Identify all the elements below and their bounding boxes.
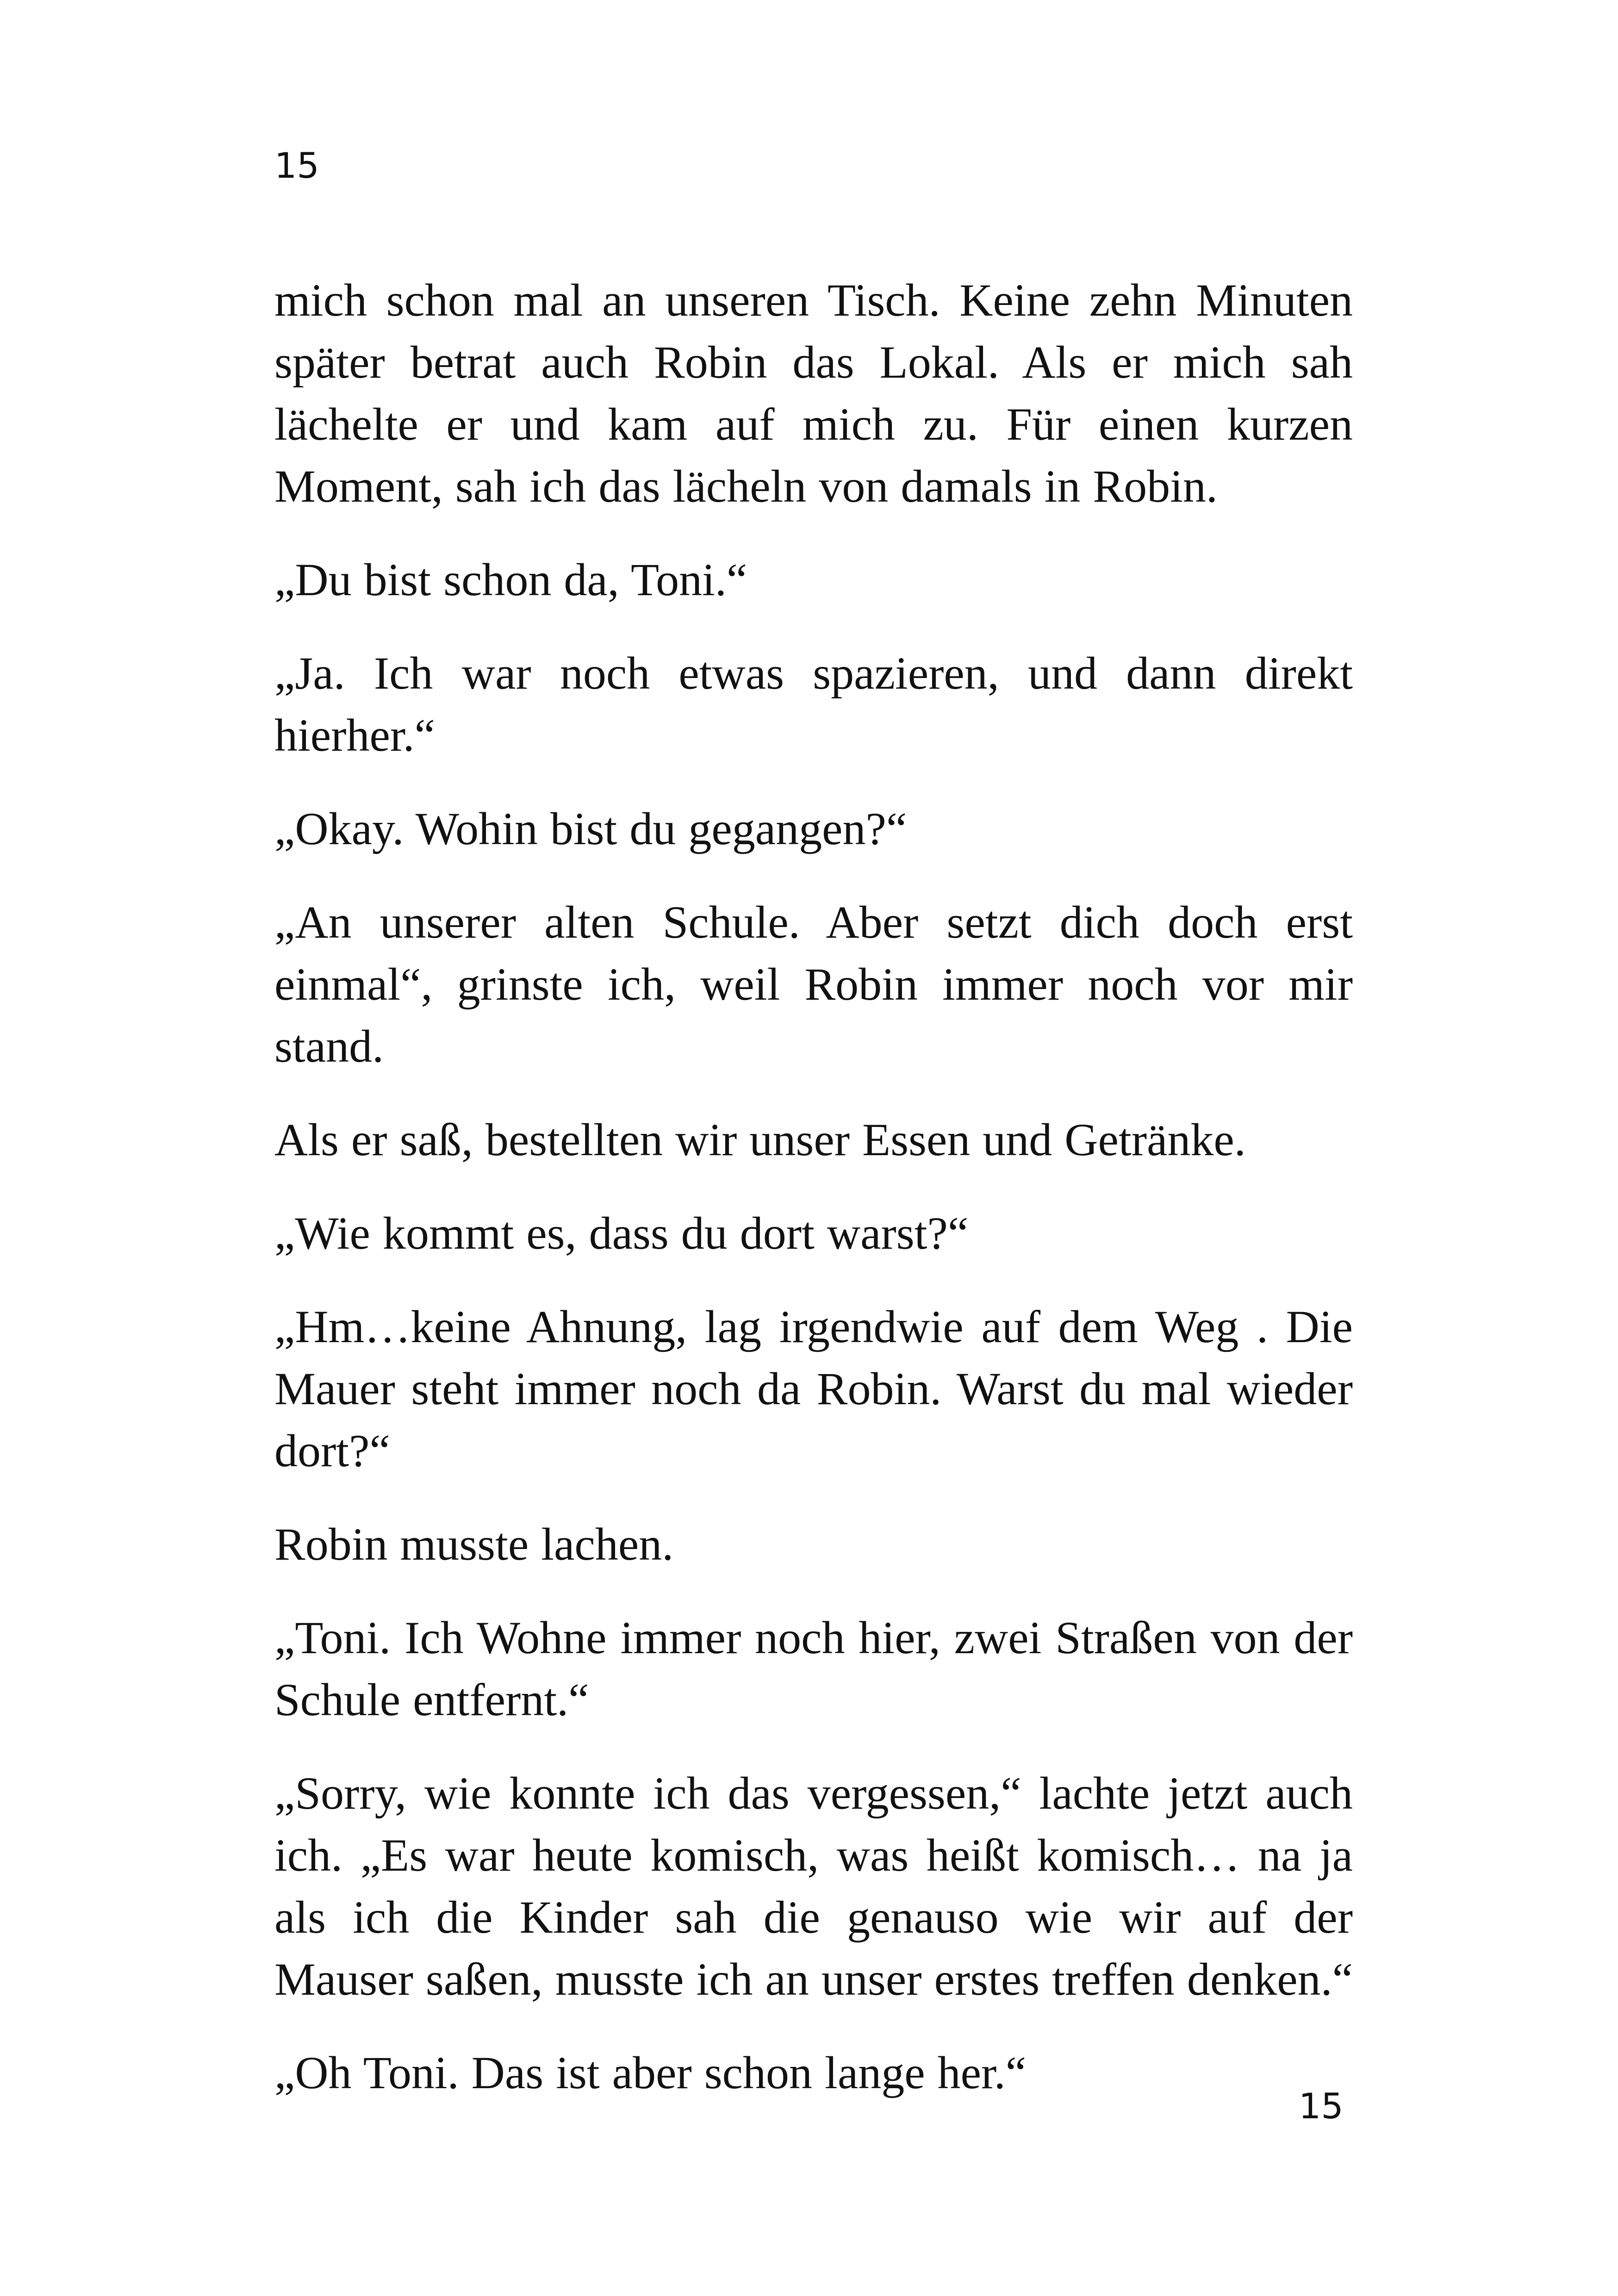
paragraph: „An unserer alten Schule. Aber setzt dich doch erst einmal“, grinste ich, weil Robin immer noch vor mir stand. — [274, 896, 1353, 1072]
paragraph: Als er saß, bestellten wir unser Essen und Getränke. — [274, 1114, 1246, 1165]
page-number-top: 15 — [274, 145, 319, 186]
paragraph: „Du bist schon da, Toni.“ — [274, 554, 747, 605]
paragraph: „Oh Toni. Das ist aber schon lange her.“ — [274, 2047, 1027, 2098]
paragraph: „Wie kommt es, dass du dort warst?“ — [274, 1207, 969, 1259]
paragraph: „Toni. Ich Wohne immer noch hier, zwei Straßen von der Schule entfernt.“ — [274, 1612, 1353, 1725]
paragraph: Robin musste lachen. — [274, 1518, 674, 1570]
paragraph: mich schon mal an unseren Tisch. Keine zehn Minuten später betrat auch Robin das Lokal. Als er mich sah lächelte er und kam auf mich zu. Für einen kurzen Moment, sah ich das lächeln von damals in Robin. — [274, 274, 1353, 512]
paragraph: „Sorry, wie konnte ich das vergessen,“ lachte jetzt auch ich. „Es war heute komisch, was heißt komisch… na ja als ich die Kinder sah die genauso wie wir auf der Mauser saßen, musste ich an unser erstes treffen denken.“ — [274, 1767, 1353, 2005]
paragraph: „Ja. Ich war noch etwas spazieren, und dann direkt hierher.“ — [274, 647, 1353, 761]
paragraph: „Okay. Wohin bist du gegangen?“ — [274, 803, 907, 854]
page-number-bottom: 15 — [1299, 2085, 1344, 2127]
paragraph: „Hm…keine Ahnung, lag irgendwie auf dem Weg . Die Mauer steht immer noch da Robin. Warst du mal wieder dort?“ — [274, 1301, 1353, 1476]
body-text — [274, 269, 1353, 2135]
